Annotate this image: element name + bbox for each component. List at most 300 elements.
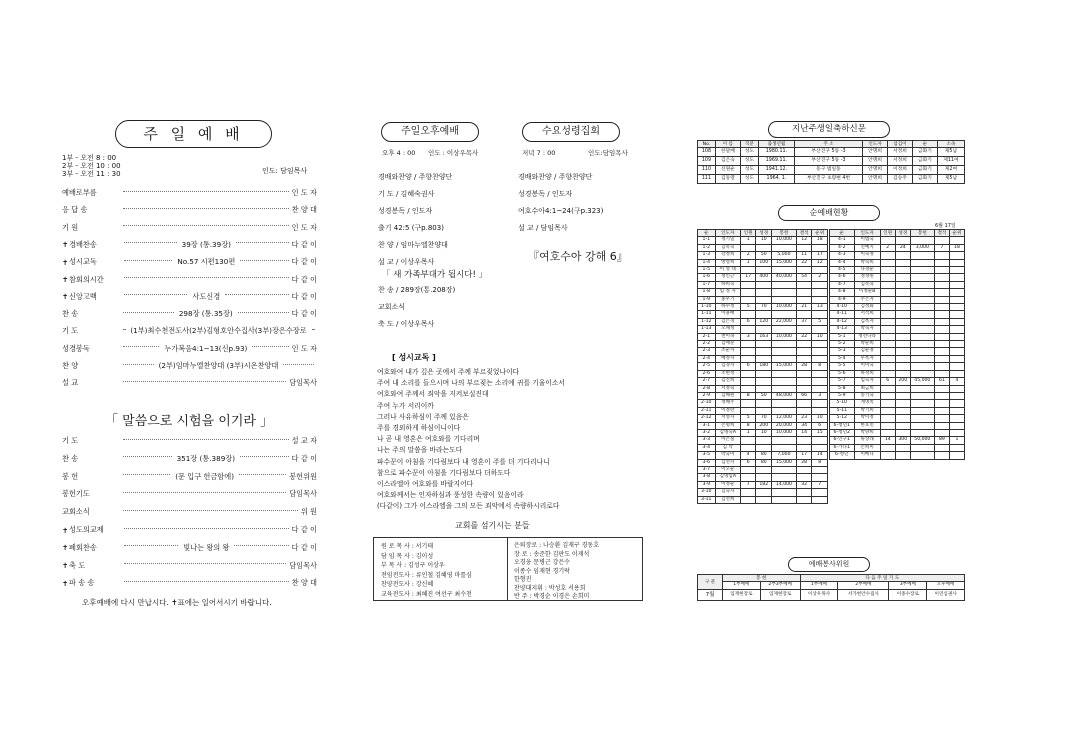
table-cell (772, 496, 797, 503)
leader-dots (123, 208, 289, 209)
table-cell (772, 474, 797, 481)
leader-dots (240, 456, 289, 457)
table-cell: 4-7 (830, 281, 855, 288)
column-header: 섬김이 (887, 141, 912, 148)
table-row (698, 363, 828, 370)
table-cell (910, 415, 934, 422)
table-cell (934, 333, 949, 340)
table-cell: 정기일 (715, 237, 740, 244)
column-header: 성경 (756, 230, 772, 237)
table-cell: 신예지 (854, 244, 880, 251)
table-cell: 4-8 (830, 289, 855, 296)
table-cell: 3-1 (698, 422, 716, 429)
attendance-title: 순예배현황 (778, 205, 880, 221)
table-cell: 2-11 (698, 407, 716, 414)
table-cell (756, 378, 772, 385)
table-cell: 1-10 (698, 304, 716, 311)
table-cell (772, 296, 797, 303)
staff-line: 장 로 : 송준한 김판도 이재석 (514, 550, 590, 558)
leader-dots (123, 364, 154, 365)
table-row (830, 363, 965, 370)
table-cell: 이종수장로 (889, 589, 927, 600)
table-cell: 61 (934, 378, 949, 385)
staff-line: 오경웅 문병근 강은수 (514, 559, 570, 566)
program-detail: 351장 (통.389장) (176, 453, 236, 463)
table-cell (910, 267, 934, 274)
table-cell: 김혜원 (715, 392, 740, 399)
table-cell (772, 466, 797, 473)
table-cell: 정인근 (715, 274, 740, 281)
table-cell (812, 348, 828, 355)
table-cell (812, 444, 828, 451)
table-row (698, 355, 828, 362)
table-cell: 배정자 (715, 355, 740, 362)
reading-line: 그러나 사유하심이 주께 있음은 (377, 412, 469, 421)
sunday-sermon: 「 말씀으로 시험을 이기라 」 (105, 414, 274, 429)
program-label: 경배찬송 (69, 239, 97, 249)
table-cell: 1-7 (698, 281, 716, 288)
table-cell: 21 (796, 304, 812, 311)
table-cell: 182 (756, 481, 772, 488)
program-person: 다 같 이 (291, 525, 317, 534)
table-cell: 4-12 (830, 318, 855, 325)
table-cell: 2부예배 (838, 582, 889, 589)
leader-dots (124, 545, 178, 546)
table-cell (949, 281, 964, 288)
table-cell: 22 (796, 333, 812, 340)
table-cell (880, 237, 895, 244)
program-label: 응 답 송 (62, 205, 88, 215)
table-cell (772, 489, 797, 496)
leader-dots (234, 545, 288, 546)
table-cell (796, 311, 812, 318)
column-header: 인원 (740, 230, 756, 237)
table-row (698, 318, 828, 325)
table-cell (910, 304, 934, 311)
afternoon-line: 성경봉독 / 인도자 (378, 207, 433, 215)
program-label: 설 교 (62, 378, 79, 388)
table-cell: 조현정 (715, 370, 740, 377)
table-cell: 2-7 (698, 378, 716, 385)
table-cell (740, 496, 756, 503)
program-label: 기 원 (62, 222, 79, 232)
table-cell (740, 267, 756, 274)
table-cell: 안명희 (863, 148, 888, 157)
table-cell: 6 (740, 459, 756, 466)
table-cell (910, 422, 934, 429)
table-row (830, 407, 965, 414)
table-cell (796, 489, 812, 496)
staff-line: 부 목 사 : 김성구 이상우 (381, 562, 445, 569)
table-cell (910, 289, 934, 296)
table-cell (812, 407, 828, 414)
table-cell: 금화기 (912, 175, 937, 184)
table-cell: 3 (740, 333, 756, 340)
table-cell (740, 466, 756, 473)
table-cell: 김애분 (715, 341, 740, 348)
table-cell (740, 296, 756, 303)
table-cell: 20,000 (772, 422, 797, 429)
leader-dots (123, 439, 289, 440)
table-cell: 109 (698, 157, 716, 166)
table-cell: 1969.11. (758, 157, 794, 166)
table-cell: 박숙자 (854, 326, 880, 333)
cross-icon: ✝ (62, 578, 69, 588)
table-cell (880, 296, 895, 303)
leader-dots (283, 364, 314, 365)
table-cell: 4-2 (830, 244, 855, 251)
leader-dots (123, 312, 174, 313)
table-cell: 6 (740, 363, 756, 370)
table-cell: 15,000 (772, 459, 797, 466)
table-cell: 서정희 (887, 148, 912, 157)
table-cell: 정혜주 (715, 400, 740, 407)
attendance-table-left (697, 229, 828, 504)
table-cell: 8 (812, 459, 828, 466)
program-detail: 298장 (통.35장) (178, 309, 233, 319)
table-cell (740, 444, 756, 451)
leader-dots (123, 474, 170, 475)
table-cell: 24 (895, 244, 910, 251)
table-cell: 김정화 (854, 304, 880, 311)
table-cell: 300 (895, 437, 910, 444)
afternoon-line: 기 도 / 김혜숙권사 (378, 190, 435, 198)
staff-line: 반 주 : 박경순 이경은 손희미 (514, 593, 590, 600)
table-cell (895, 407, 910, 414)
leader-dots (123, 510, 298, 511)
program-row (62, 205, 317, 215)
program-row (62, 309, 317, 319)
table-cell: 2-9 (698, 392, 716, 399)
table-cell (756, 444, 772, 451)
table-cell: 7 (740, 481, 756, 488)
table-cell (934, 267, 949, 274)
table-cell: 5-11 (830, 407, 855, 414)
table-cell (812, 311, 828, 318)
staff-line: 은퇴장로 : 나승환 김재구 경동호 (514, 542, 599, 549)
table-header (698, 230, 828, 237)
table-cell: 1부예배 (723, 582, 761, 589)
table-cell (796, 496, 812, 503)
table-cell (910, 274, 934, 281)
table-row (830, 296, 965, 303)
table-cell: 163 (756, 333, 772, 340)
table-cell (796, 355, 812, 362)
reading-line: 주여 누가 서리이까 (377, 401, 434, 410)
table-cell (910, 452, 934, 459)
table-cell: 10 (756, 237, 772, 244)
program-label: 성시교독 (69, 257, 97, 267)
table-cell (949, 363, 964, 370)
staff-line: 전임전도사 : 류인철 김혜영 마를심 (381, 571, 472, 579)
table-cell: 18 (812, 237, 828, 244)
table-cell (895, 341, 910, 348)
table-cell: 10 (756, 429, 772, 436)
table-cell: 70 (756, 415, 772, 422)
afternoon-leader: 인도 : 이상우목사 (428, 149, 479, 157)
table-cell: 15,000 (772, 363, 797, 370)
table-cell (756, 437, 772, 444)
table-row (830, 400, 965, 407)
program-row (62, 578, 317, 588)
table-cell: 1-6 (698, 274, 716, 281)
cross-icon: ✝ (62, 561, 69, 571)
table-cell (880, 392, 895, 399)
table-cell (756, 407, 772, 414)
table-cell (796, 444, 812, 451)
table-cell: 2-8 (698, 385, 716, 392)
table-cell (880, 355, 895, 362)
table-cell: 3-4 (698, 444, 716, 451)
table-row (698, 489, 828, 496)
leader-dots (124, 581, 289, 582)
table-row (830, 274, 965, 281)
table-cell: 1-2 (698, 244, 716, 251)
table-cell: 17 (812, 252, 828, 259)
table-cell: 7 (812, 481, 828, 488)
table-cell (796, 437, 812, 444)
table-cell (949, 311, 964, 318)
column-header: 출생년월 (758, 141, 794, 148)
table-cell (934, 370, 949, 377)
table-cell: 김명임A (715, 474, 740, 481)
table-cell (756, 370, 772, 377)
table-cell: 박이정 (854, 415, 880, 422)
table-cell: 10,000 (772, 237, 797, 244)
table-cell: 박양희 (854, 429, 880, 436)
table-cell: 하수정 (715, 304, 740, 311)
column-header: 직분 (740, 141, 758, 148)
table-cell (756, 496, 772, 503)
program-person: 봉헌위원 (289, 471, 317, 481)
program-label: 교회소식 (62, 507, 90, 517)
afternoon-line: 찬 양 / 임마누엘찬양대 (378, 241, 448, 249)
table-cell: 37 (796, 318, 812, 325)
table-cell (949, 237, 964, 244)
afternoon-line: 설 교 / 이상우목사 (378, 258, 435, 266)
column-header: 인원 (880, 230, 895, 237)
table-cell (812, 370, 828, 377)
program-detail: (2부)임마누엘찬양대 (3부)시온찬양대 (158, 361, 279, 370)
table-cell (880, 429, 895, 436)
table-cell: 성도 (740, 148, 758, 157)
program-label: 폐회찬송 (69, 542, 97, 552)
reading-line: 이스라엘아 여호와를 바랄지어다 (377, 480, 474, 488)
table-cell: 서가현안수집사 (838, 589, 889, 600)
table-cell (934, 237, 949, 244)
table-cell: 6-청년1 (830, 422, 855, 429)
table-cell: 10 (812, 333, 828, 340)
table-cell: 강정희 (715, 252, 740, 259)
table-cell: 한달배 (715, 148, 740, 157)
table-row (698, 148, 965, 157)
table-cell: 1-11 (698, 311, 716, 318)
table-cell: 손명희 (715, 422, 740, 429)
table-cell: 1-1 (698, 237, 716, 244)
table-cell (949, 400, 964, 407)
table-cell: 13 (812, 304, 828, 311)
program-row (62, 257, 317, 267)
table-cell (880, 422, 895, 429)
table-cell (934, 304, 949, 311)
program-row (62, 543, 317, 553)
table-row (830, 392, 965, 399)
table-cell (812, 496, 828, 503)
table-cell: 5 (740, 304, 756, 311)
wednesday-sermon: 『여호수아 강해 6』 (528, 250, 628, 263)
table-cell: 28 (796, 459, 812, 466)
table-cell: 7,000 (772, 452, 797, 459)
table-cell (895, 422, 910, 429)
table-cell (880, 452, 895, 459)
table-cell: 2부3부예배 (760, 582, 800, 589)
program-row (62, 454, 317, 464)
table-cell (740, 326, 756, 333)
leader-dots (124, 242, 177, 243)
table-cell (910, 444, 934, 451)
table-cell: 하희숙 (715, 281, 740, 288)
table-cell (812, 474, 828, 481)
column-header: 성경 (895, 230, 910, 237)
table-cell (796, 267, 812, 274)
table-cell (796, 466, 812, 473)
table-cell (796, 370, 812, 377)
table-cell: 김순정 (854, 348, 880, 355)
table-cell: 2-5 (698, 363, 716, 370)
table-cell (772, 437, 797, 444)
table-cell: 4-1 (830, 237, 855, 244)
program-person: 다 같 이 (291, 542, 318, 552)
table-row (830, 281, 965, 288)
month-cell: 7월 (698, 589, 723, 600)
table-cell: 3-11 (698, 496, 716, 503)
table-cell (772, 311, 797, 318)
table-cell: 부산진구 5동 -3 (794, 148, 862, 157)
table-cell: 금화기 (912, 148, 937, 157)
program-row (62, 489, 317, 499)
program-label: 성경봉독 (62, 343, 90, 353)
table-cell: 54 (796, 274, 812, 281)
program-person: 담임목사 (289, 489, 317, 499)
table-cell (756, 281, 772, 288)
table-cell (880, 274, 895, 281)
table-cell: 6 (812, 422, 828, 429)
table-cell (812, 296, 828, 303)
table-cell (934, 348, 949, 355)
column-header: 순 (698, 230, 716, 237)
program-row (62, 507, 317, 517)
table-cell (772, 281, 797, 288)
table-cell: 1 (740, 429, 756, 436)
table-cell: 108 (698, 148, 716, 157)
table-cell (880, 415, 895, 422)
program-row (62, 361, 317, 371)
table-row (830, 444, 965, 451)
staff-line: 찬양전도사 : 강신혜 (381, 581, 434, 588)
table-cell: 22 (796, 259, 812, 266)
table-cell: 손희미 (854, 444, 880, 451)
table-row (698, 237, 828, 244)
table-cell (895, 400, 910, 407)
afternoon-title: 주일오후예배 (381, 122, 479, 142)
table-cell (949, 392, 964, 399)
table-cell (934, 318, 949, 325)
cross-icon: ✝ (62, 292, 69, 302)
table-header (830, 230, 965, 237)
table-cell: 이정란 (715, 407, 740, 414)
table-cell: 6-청년 (830, 452, 855, 459)
table-cell (740, 370, 756, 377)
program-detail: (문 입구 헌금함에) (175, 471, 234, 481)
column-header: 순위 (812, 230, 828, 237)
staff-line: 찬양대지휘 : 박성호 서용희 (514, 584, 586, 592)
table-row (698, 589, 965, 600)
table-row (698, 289, 828, 296)
table-cell (949, 289, 964, 296)
table-cell: 안명희 (863, 175, 888, 184)
table-cell: 5-7 (830, 378, 855, 385)
table-row (830, 355, 965, 362)
column-header: 순위 (949, 230, 964, 237)
table-cell (910, 341, 934, 348)
table-cell: 1-4 (698, 259, 716, 266)
table-cell (895, 252, 910, 259)
program-person: 담임목사 (289, 560, 317, 570)
table-cell (910, 355, 934, 362)
table-cell: 2 (812, 274, 828, 281)
table-cell (772, 378, 797, 385)
reading-line: 나 곧 내 영혼은 여호와를 기다리며 (377, 435, 480, 444)
table-row (830, 304, 965, 311)
table-cell (910, 259, 934, 266)
table-row (698, 474, 828, 481)
program-detail: 빛나는 왕의 왕 (183, 542, 230, 552)
table-cell: 서석희 (854, 311, 880, 318)
staff-line: 교육전도사 : 최혜진 여선구 최수천 (381, 590, 472, 598)
table-row (830, 437, 965, 444)
table-row (830, 341, 965, 348)
table-cell (740, 311, 756, 318)
table-cell (740, 341, 756, 348)
cross-icon: ✝ (62, 543, 69, 553)
afternoon-line: 찬 송 / 289장(통.208장) (378, 286, 456, 294)
table-cell (934, 355, 949, 362)
table-cell (895, 452, 910, 459)
reading-line: 주를 경외하게 하심이니이다 (377, 424, 461, 432)
table-cell (934, 452, 949, 459)
table-cell: 89 (934, 437, 949, 444)
program-row (62, 223, 317, 233)
table-cell (949, 444, 964, 451)
leader-dots (240, 260, 288, 261)
table-cell (934, 429, 949, 436)
table-cell: 2 (880, 244, 895, 251)
service-time-1: 1부 - 오전 8 : 00 (62, 154, 117, 162)
table-cell (880, 341, 895, 348)
table-cell: 천이속 (715, 333, 740, 340)
table-cell: 6 (880, 378, 895, 385)
table-cell: 10,000 (772, 429, 797, 436)
table-cell: 200 (895, 378, 910, 385)
table-cell (895, 370, 910, 377)
table-cell: 금화기 (912, 166, 937, 175)
table-row (830, 422, 965, 429)
column-header: No. (698, 141, 716, 148)
table-cell: 2-6 (698, 370, 716, 377)
table-cell (895, 289, 910, 296)
table-row (830, 370, 965, 377)
table-cell: 4-11 (830, 311, 855, 318)
